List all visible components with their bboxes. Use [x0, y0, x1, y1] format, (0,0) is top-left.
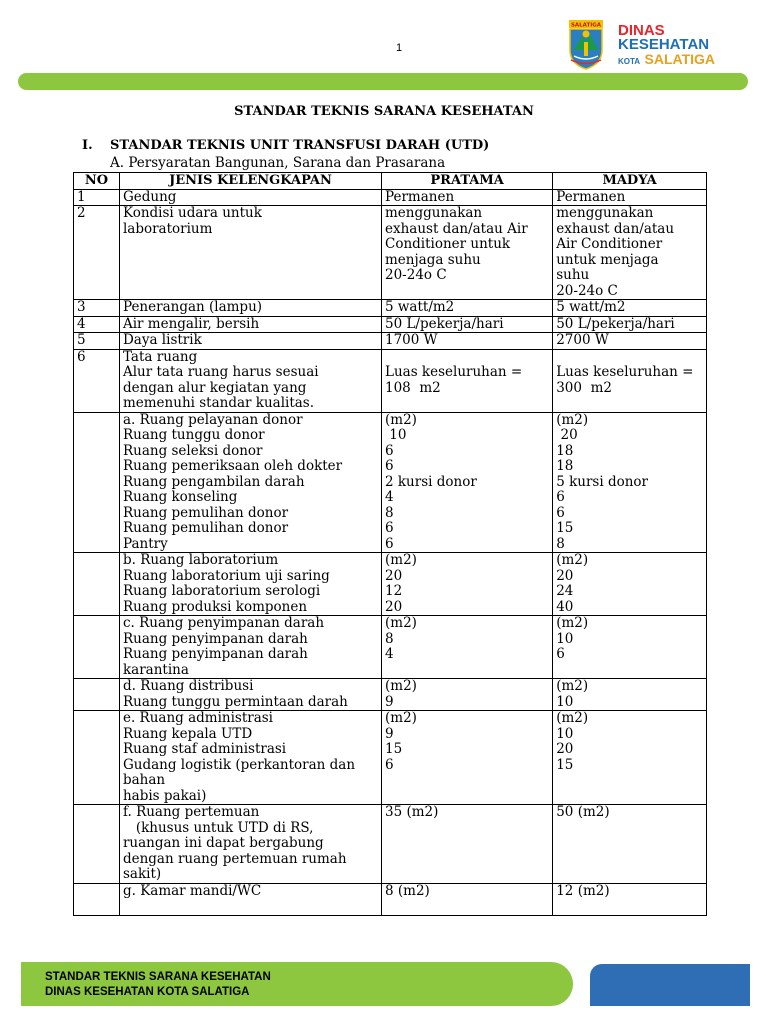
cell-line: 6	[385, 442, 394, 459]
cell-line: Permanen	[556, 188, 626, 205]
cell-line: 10	[556, 693, 574, 710]
cell-line: 6	[385, 458, 394, 474]
cell-line: ruangan ini dapat bergabung	[122, 835, 324, 851]
cell-line: 6	[556, 504, 565, 521]
cell-line: g. Kamar mandi/WC	[122, 882, 262, 899]
cell-line: untuk menjaga	[556, 251, 659, 268]
cell-line: 20	[556, 427, 578, 443]
cell-line: Pantry	[122, 535, 168, 552]
cell-line: e. Ruang administrasi	[122, 710, 273, 726]
cell-no	[74, 679, 120, 711]
logo-salatiga: SALATIGA	[644, 51, 716, 67]
cell-jenis-kelengkapan	[119, 189, 381, 206]
cell-line: Ruang penyimpanan darah	[122, 646, 308, 662]
cell-line: 15	[385, 741, 403, 757]
header-madya: MADYA	[553, 173, 707, 190]
table-row	[74, 300, 707, 317]
cell-jenis-kelengkapan	[119, 300, 381, 317]
cell-line	[385, 350, 549, 366]
cell-line: (m2)	[556, 678, 589, 694]
cell-pratama	[382, 333, 553, 350]
cell-line: 24	[556, 583, 574, 599]
cell-jenis-kelengkapan	[119, 349, 381, 412]
cell-line: exhaust dan/atau Air	[385, 220, 528, 237]
cell-line: Ruang pemeriksaan oleh dokter	[122, 458, 343, 474]
salatiga-emblem-icon	[568, 20, 604, 70]
table-row	[74, 189, 707, 206]
document-title: STANDAR TEKNIS SARANA KESEHATAN	[234, 104, 534, 119]
cell-pratama	[382, 679, 553, 711]
cell-no	[74, 805, 120, 884]
section-title: STANDAR TEKNIS UNIT TRANSFUSI DARAH (UTD)	[110, 138, 490, 153]
cell-line: Ruang produksi komponen	[122, 598, 308, 615]
cell-jenis-kelengkapan	[119, 333, 381, 350]
cell-line: 6	[385, 535, 394, 552]
cell-line: Tata ruang	[122, 348, 198, 365]
logo-kota: KOTA	[618, 57, 641, 66]
cell-madya	[553, 316, 707, 333]
cell-line: Kondisi udara untuk	[122, 205, 262, 221]
section-heading	[82, 138, 489, 153]
table-row	[74, 679, 707, 711]
cell-line: Gedung	[122, 188, 177, 205]
cell-pratama	[382, 805, 553, 884]
cell-no: 5	[74, 333, 120, 350]
cell-line: Ruang penyimpanan darah	[122, 630, 308, 647]
cell-line: 40	[556, 598, 574, 615]
cell-line: Gudang logistik (perkantoran dan	[122, 756, 356, 773]
cell-line: Alur tata ruang harus sesuai	[122, 364, 319, 380]
cell-madya	[553, 553, 707, 616]
cell-line: (m2)	[556, 615, 589, 631]
table-row	[74, 711, 707, 805]
cell-line: Conditioner untuk	[385, 236, 511, 252]
page-number: 1	[396, 42, 403, 54]
svg-text:SALATIGA: SALATIGA	[570, 22, 602, 29]
cell-line: 20-24o C	[556, 282, 618, 299]
cell-line: 12 (m2)	[556, 882, 610, 899]
cell-line: 10	[385, 427, 407, 443]
cell-line: 6	[385, 756, 394, 773]
section-number: I.	[82, 138, 93, 153]
cell-pratama	[382, 412, 553, 553]
cell-pratama	[382, 189, 553, 206]
table-header-row	[74, 173, 707, 190]
cell-line: 2 kursi donor	[385, 473, 477, 490]
cell-line: (m2)	[556, 710, 589, 726]
cell-line: (m2)	[385, 411, 417, 428]
cell-line: Ruang pemulihan donor	[122, 520, 289, 536]
cell-no	[74, 616, 120, 679]
cell-no: 6	[74, 349, 120, 412]
table-row	[74, 616, 707, 679]
cell-line: dengan alur kegiatan yang	[122, 379, 307, 396]
requirements-table	[73, 172, 707, 916]
cell-line: (m2)	[385, 678, 417, 694]
cell-madya	[553, 206, 707, 300]
cell-line: karantina	[122, 661, 189, 678]
cell-line: d. Ruang distribusi	[122, 678, 254, 694]
cell-pratama	[382, 553, 553, 616]
cell-no: 4	[74, 316, 120, 333]
cell-line: 18	[556, 458, 574, 474]
cell-madya	[553, 189, 707, 206]
cell-line: dengan ruang pertemuan rumah	[122, 850, 347, 867]
table-row	[74, 349, 707, 412]
cell-no: 2	[74, 206, 120, 300]
logo-dinas: DINAS	[618, 22, 665, 39]
cell-line: 50 L/pekerja/hari	[385, 315, 504, 332]
cell-line: Ruang tunggu permintaan darah	[122, 693, 348, 710]
cell-jenis-kelengkapan	[119, 805, 381, 884]
subsection-heading: A. Persyaratan Bangunan, Sarana dan Prasarana	[110, 155, 446, 171]
table-row	[74, 883, 707, 915]
cell-line: (m2)	[385, 615, 417, 631]
cell-line: 8	[385, 504, 394, 521]
cell-line: 9	[385, 693, 394, 710]
cell-line: c. Ruang penyimpanan darah	[122, 615, 325, 631]
cell-madya	[553, 711, 707, 805]
cell-line: habis pakai)	[122, 787, 207, 804]
cell-pratama	[382, 349, 553, 412]
cell-pratama	[382, 616, 553, 679]
cell-line: 108 m2	[385, 379, 441, 396]
cell-line: Air mengalir, bersih	[122, 315, 260, 332]
cell-line: 5 kursi donor	[556, 473, 649, 490]
cell-madya	[553, 412, 707, 553]
cell-madya	[553, 883, 707, 915]
cell-line: Penerangan (lampu)	[122, 299, 263, 315]
table-row	[74, 805, 707, 884]
cell-line: menggunakan	[556, 205, 654, 221]
cell-line: 1700 W	[385, 332, 438, 348]
dinas-kesehatan-logo	[568, 20, 718, 72]
cell-line: f. Ruang pertemuan	[122, 804, 260, 820]
cell-line: 35 (m2)	[385, 804, 439, 820]
cell-line: 20	[556, 741, 574, 757]
cell-line: Ruang tunggu donor	[122, 427, 265, 443]
cell-pratama	[382, 883, 553, 915]
cell-no	[74, 711, 120, 805]
cell-line: Air Conditioner	[556, 236, 663, 252]
cell-line: 15	[556, 756, 574, 773]
cell-line: 8	[385, 630, 394, 647]
cell-line: 20-24o C	[385, 267, 447, 283]
cell-line: (m2)	[385, 710, 417, 726]
cell-line	[556, 350, 703, 366]
cell-line: 15	[556, 520, 574, 536]
cell-no	[74, 883, 120, 915]
cell-line: Luas keseluruhan =	[385, 364, 523, 380]
cell-line: Ruang laboratorium uji saring	[122, 567, 330, 584]
cell-line: b. Ruang laboratorium	[122, 552, 279, 568]
cell-line: 8	[556, 535, 565, 552]
logo-kesehatan: KESEHATAN	[618, 36, 710, 53]
footer-blue-bar	[590, 964, 750, 1006]
cell-madya	[553, 333, 707, 350]
cell-line: bahan	[122, 772, 166, 788]
cell-line: Ruang staf administrasi	[122, 741, 287, 757]
cell-line: 10	[556, 630, 574, 647]
cell-line: (m2)	[385, 552, 417, 568]
cell-line: laboratorium	[122, 220, 213, 237]
table-row	[74, 333, 707, 350]
cell-line: Ruang pemulihan donor	[122, 504, 289, 521]
cell-jenis-kelengkapan	[119, 616, 381, 679]
cell-line: 50 (m2)	[556, 804, 610, 820]
cell-line: Ruang laboratorium serologi	[122, 583, 321, 599]
cell-madya	[553, 349, 707, 412]
cell-line: 5 watt/m2	[385, 299, 455, 315]
cell-pratama	[382, 711, 553, 805]
cell-jenis-kelengkapan	[119, 412, 381, 553]
cell-madya	[553, 616, 707, 679]
cell-pratama	[382, 300, 553, 317]
cell-line	[123, 899, 378, 915]
cell-line: Ruang konseling	[122, 489, 238, 505]
cell-no	[74, 412, 120, 553]
cell-line: 50 L/pekerja/hari	[556, 315, 675, 332]
cell-line: (khusus untuk UTD di RS,	[122, 819, 314, 836]
cell-jenis-kelengkapan	[119, 711, 381, 805]
cell-madya	[553, 300, 707, 317]
header-no: NO	[74, 173, 120, 190]
cell-line: 20	[385, 598, 403, 615]
cell-line: menggunakan	[385, 205, 483, 221]
cell-line: Ruang pengambilan darah	[122, 473, 305, 490]
cell-line: 6	[556, 489, 565, 505]
cell-jenis-kelengkapan	[119, 553, 381, 616]
cell-line: (m2)	[556, 411, 589, 428]
cell-line: 5 watt/m2	[556, 299, 626, 315]
cell-line: 18	[556, 442, 574, 459]
cell-jenis-kelengkapan	[119, 206, 381, 300]
cell-line: 6	[385, 520, 394, 536]
cell-line: 4	[385, 489, 394, 505]
cell-line: Permanen	[385, 188, 455, 205]
cell-line: (m2)	[556, 552, 589, 568]
header-pratama: PRATAMA	[382, 173, 553, 190]
cell-pratama	[382, 206, 553, 300]
cell-line: 2700 W	[556, 332, 609, 348]
cell-line: a. Ruang pelayanan donor	[122, 411, 303, 428]
cell-line: 20	[385, 567, 403, 584]
header-green-bar	[18, 73, 748, 90]
cell-madya	[553, 679, 707, 711]
cell-line: 6	[556, 646, 565, 662]
table-row	[74, 412, 707, 553]
cell-jenis-kelengkapan	[119, 883, 381, 915]
cell-line: suhu	[556, 267, 590, 283]
cell-no	[74, 553, 120, 616]
cell-line: 10	[556, 725, 574, 742]
cell-line: Luas keseluruhan =	[556, 364, 694, 380]
cell-pratama	[382, 316, 553, 333]
cell-line: sakit)	[122, 866, 162, 882]
table-row	[74, 206, 707, 300]
table-row	[74, 553, 707, 616]
cell-line: 12	[385, 583, 403, 599]
cell-madya	[553, 805, 707, 884]
footer-line-1: STANDAR TEKNIS SARANA KESEHATAN	[45, 971, 271, 983]
cell-line: Ruang kepala UTD	[122, 725, 253, 742]
header-jenis-kelengkapan: JENIS KELENGKAPAN	[119, 173, 381, 190]
cell-jenis-kelengkapan	[119, 316, 381, 333]
cell-line: 9	[385, 725, 394, 742]
table-row	[74, 316, 707, 333]
cell-line: Ruang seleksi donor	[122, 442, 263, 459]
cell-line: 20	[556, 567, 574, 584]
cell-line: menjaga suhu	[385, 251, 481, 268]
cell-line: 8 (m2)	[385, 882, 430, 899]
cell-line: 300 m2	[556, 379, 612, 396]
footer-line-2: DINAS KESEHATAN KOTA SALATIGA	[45, 986, 250, 998]
cell-line: Daya listrik	[122, 332, 202, 348]
cell-no: 3	[74, 300, 120, 317]
footer-text	[45, 970, 271, 1000]
cell-line: exhaust dan/atau	[556, 220, 675, 237]
cell-line: memenuhi standar kualitas.	[122, 395, 315, 411]
cell-no: 1	[74, 189, 120, 206]
cell-jenis-kelengkapan	[119, 679, 381, 711]
cell-line: 4	[385, 646, 394, 662]
